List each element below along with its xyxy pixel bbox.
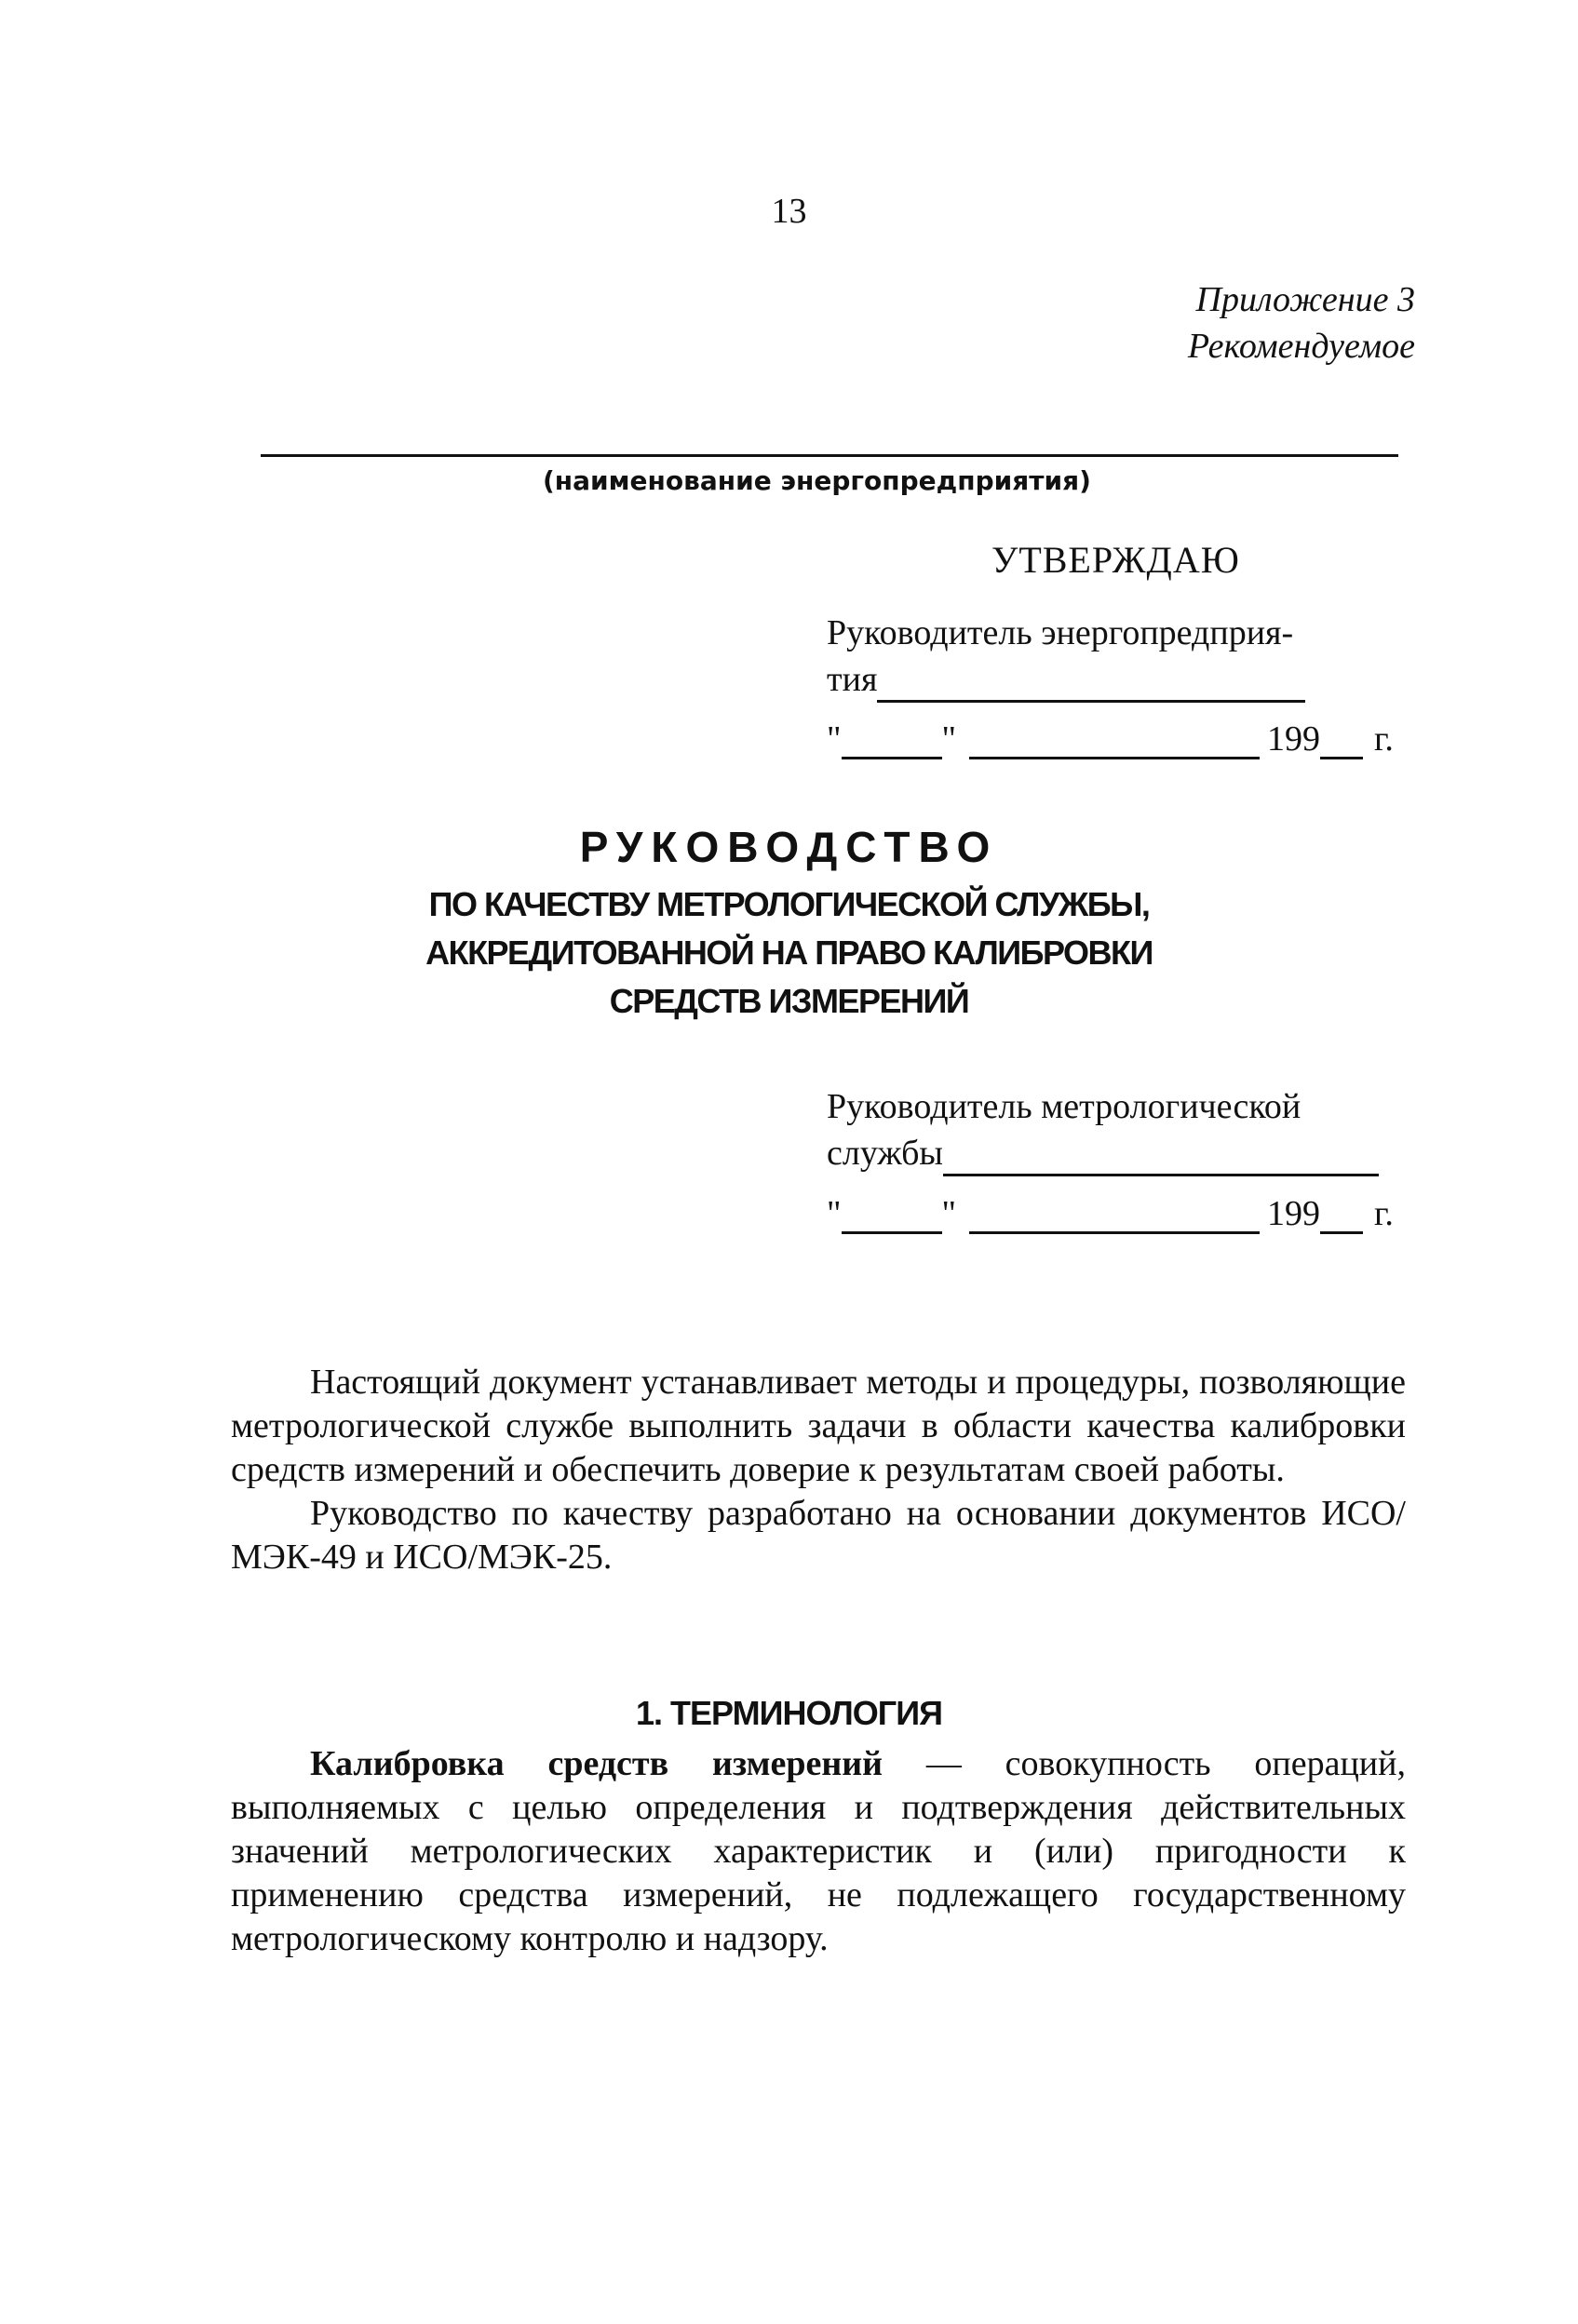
appendix-label	[1188, 276, 1415, 369]
document-subtitle-line2: АККРЕДИТОВАННОЙ НА ПРАВО КАЛИБРОВКИ	[425, 934, 1153, 972]
metrology-year-prefix: 199	[1267, 1194, 1321, 1233]
approval-label: УТВЕРЖДАЮ	[991, 539, 1240, 581]
intro-paragraph-1: Настоящий документ устанавливает методы и процедуры, позволяющие метрологической службе выполнить задачи в области качества калибровки средств измерений и обеспечить доверие к результатам своей работы.	[231, 1363, 1406, 1489]
metrology-date-quote-open: "	[827, 1194, 842, 1233]
approval-date-quote-open: "	[827, 719, 842, 759]
definition-body: — совокупность операций, выполняемых с целью определения и подтверждения действительных значений метрологических характеристик и (или) пригодности к применению средства измерений, не подлежащего государственному метрологическому контролю и надзору.	[231, 1744, 1406, 1958]
organization-caption: (наименование энергопредприятия)	[543, 465, 1091, 496]
section-title-terminology: 1. ТЕРМИНОЛОГИЯ	[636, 1694, 942, 1732]
approval-year-line	[1320, 729, 1363, 759]
document-subtitle	[0, 880, 1578, 1026]
approval-signer	[827, 610, 1404, 703]
definition-text	[231, 1742, 1406, 1961]
document-subtitle-line1: ПО КАЧЕСТВУ МЕТРОЛОГИЧЕСКОЙ СЛУЖБЫ,	[428, 885, 1150, 923]
approval-date-quote-close: "	[941, 719, 957, 759]
appendix-number: Приложение 3	[1195, 280, 1415, 319]
metrology-day-line	[842, 1203, 942, 1234]
definition-paragraph	[231, 1742, 1406, 1961]
metrology-signer-line2-row	[827, 1130, 1404, 1176]
document-subtitle-line3: СРЕДСТВ ИЗМЕРЕНИЙ	[609, 982, 969, 1020]
metrology-signer-line2: службы	[827, 1134, 943, 1173]
document-title: РУКОВОДСТВО	[579, 823, 999, 871]
metrology-signature-line	[943, 1146, 1379, 1176]
definition-term: Калибровка средств измерений	[310, 1744, 883, 1783]
approval-signer-line1: Руководитель энергопредприя-	[827, 613, 1294, 652]
approval-year-suffix: г.	[1374, 719, 1394, 759]
metrology-year-line	[1320, 1203, 1363, 1234]
appendix-status: Рекомендуемое	[1187, 327, 1415, 366]
approval-signature-line	[877, 672, 1305, 703]
intro-text	[231, 1361, 1406, 1579]
metrology-year-suffix: г.	[1374, 1194, 1394, 1233]
approval-signer-line2-row	[827, 656, 1404, 703]
metrology-date-row	[827, 1193, 1404, 1234]
metrology-signer	[827, 1083, 1404, 1176]
approval-day-line	[842, 729, 942, 759]
organization-name-line	[261, 454, 1398, 457]
approval-year-prefix: 199	[1267, 719, 1321, 759]
intro-paragraph-2: Руководство по качеству разработано на основании документов ИСО/МЭК-49 и ИСО/МЭК-25.	[231, 1494, 1406, 1577]
metrology-date-quote-close: "	[941, 1194, 957, 1233]
approval-signer-line2: тия	[827, 660, 878, 699]
approval-month-line	[969, 729, 1260, 759]
page-number: 13	[771, 192, 807, 231]
approval-date-row	[827, 719, 1404, 759]
metrology-month-line	[969, 1203, 1260, 1234]
metrology-signer-line1: Руководитель метрологической	[827, 1087, 1302, 1126]
